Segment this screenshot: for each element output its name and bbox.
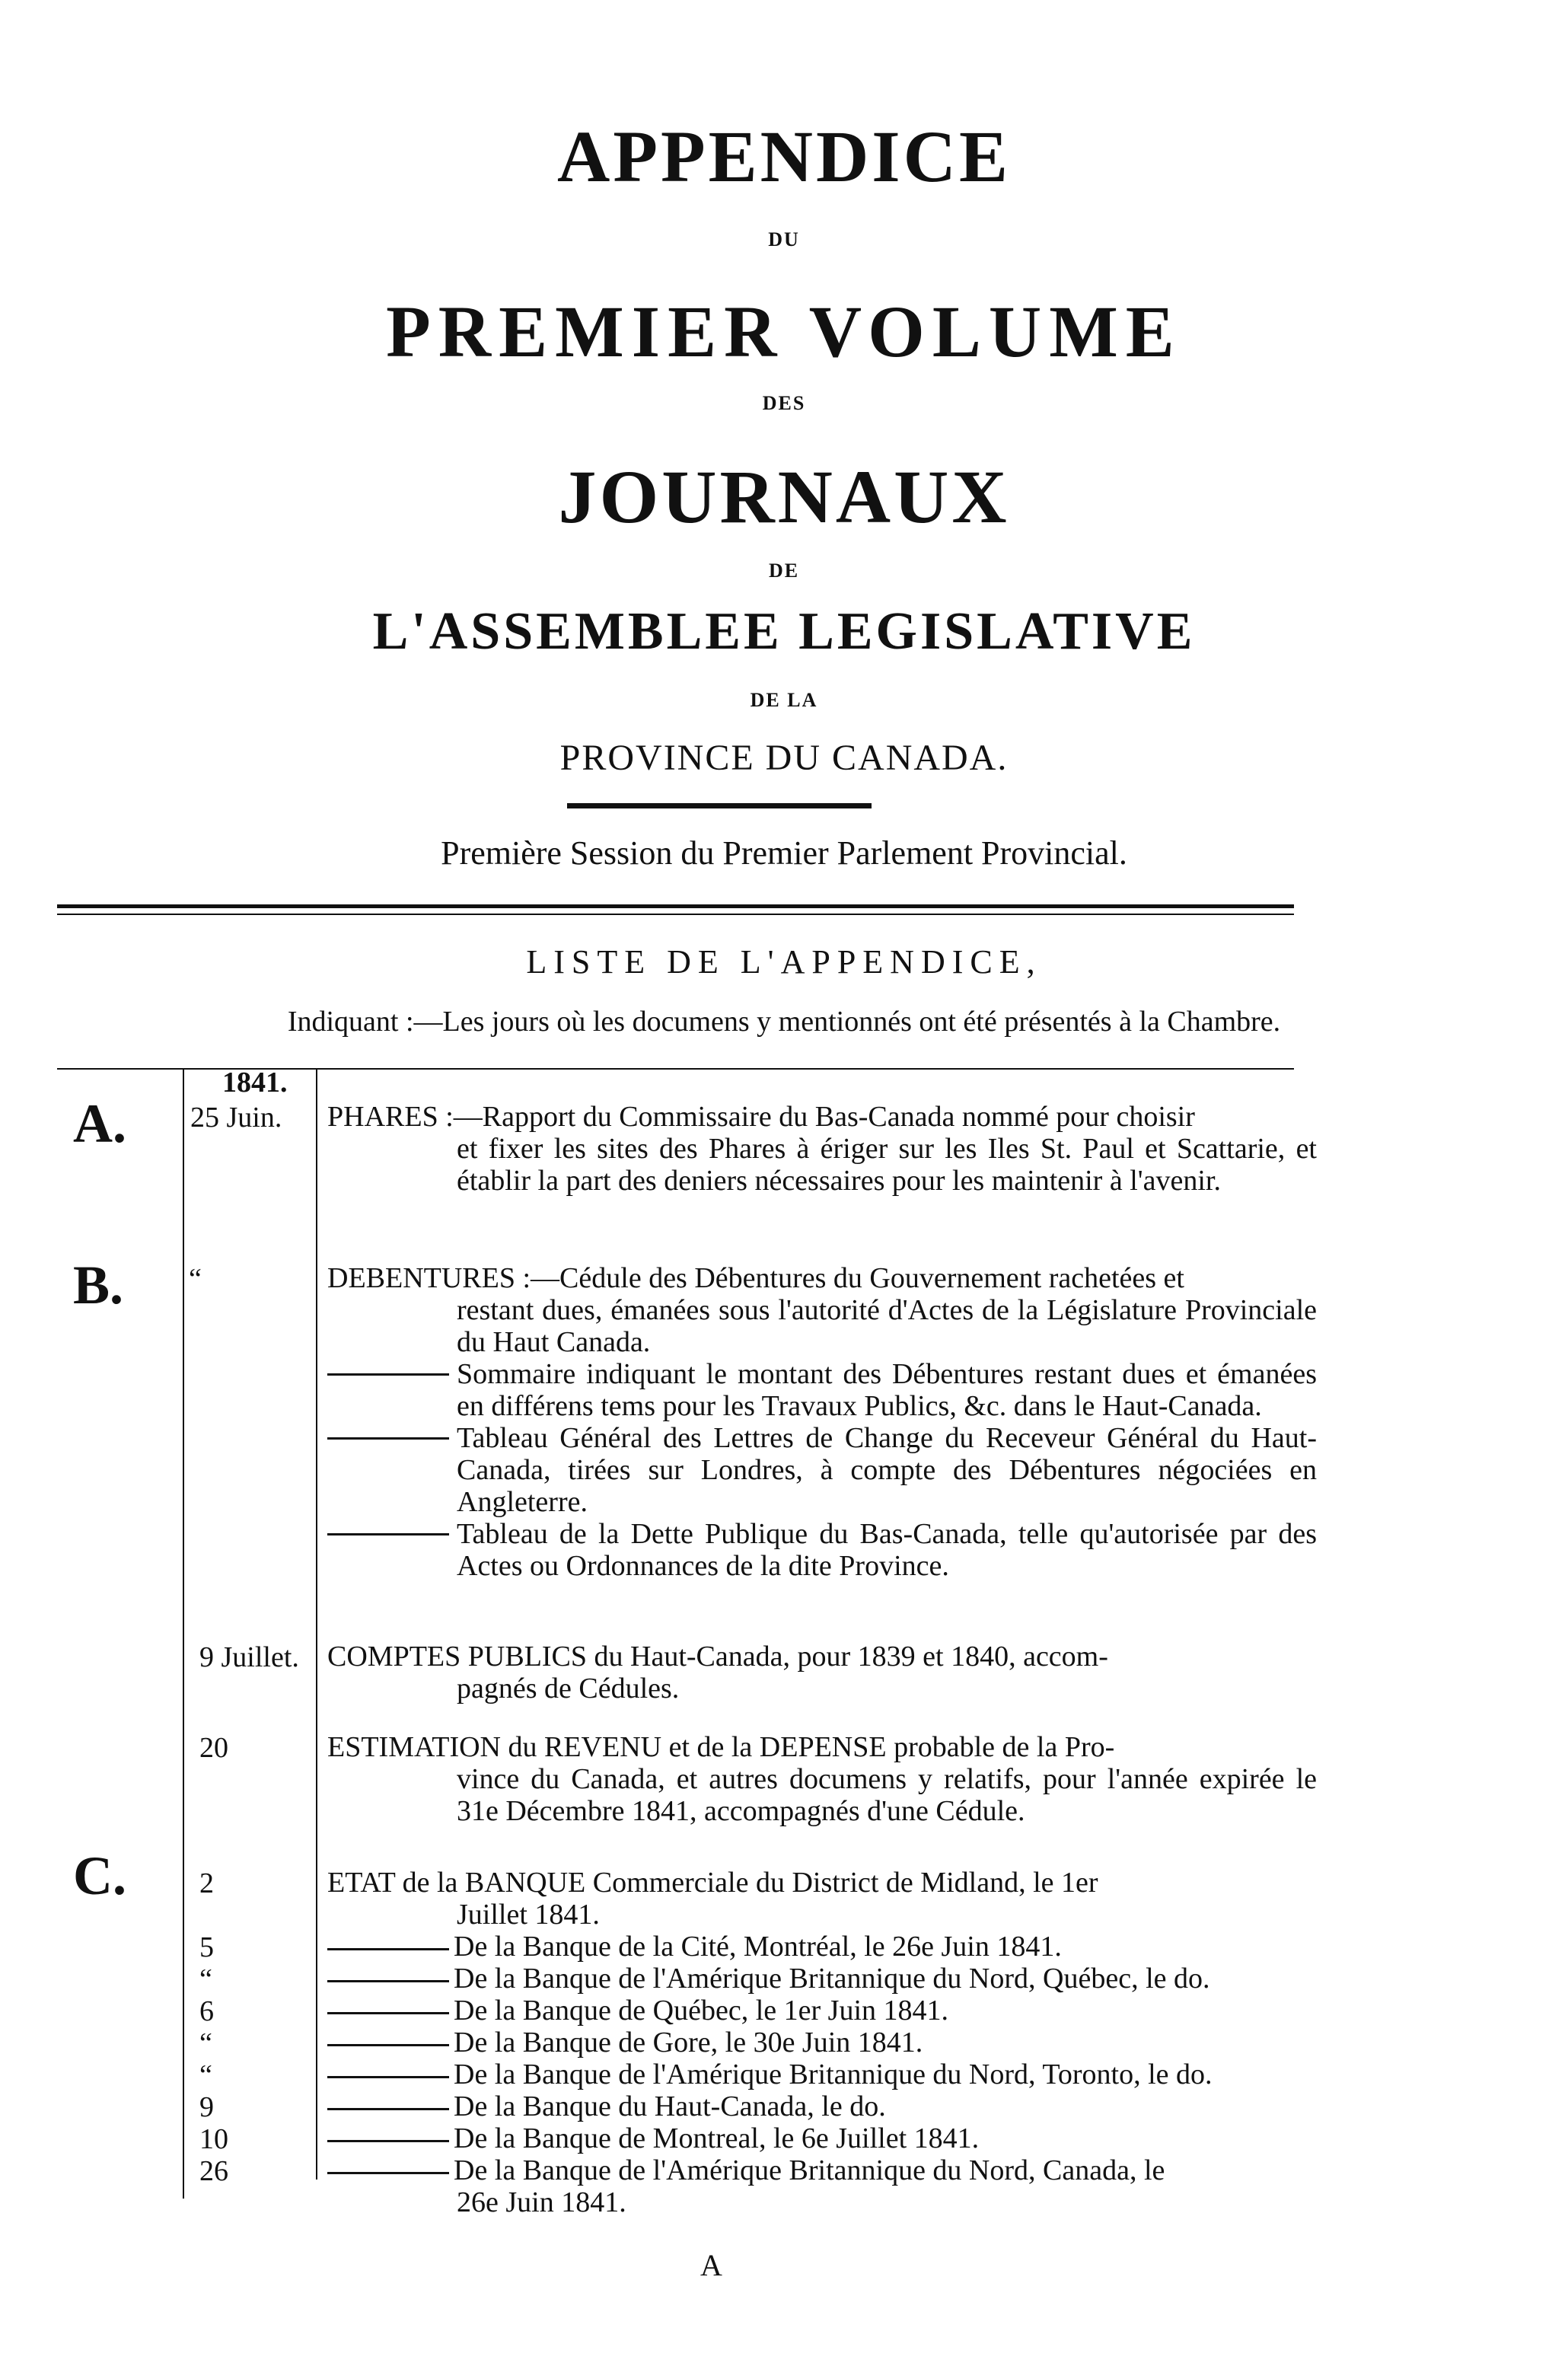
bank-row bbox=[327, 2122, 979, 2154]
title-assemblee: L'ASSEMBLEE LEGISLATIVE bbox=[372, 602, 1196, 661]
bank-row-text: De la Banque de Gore, le 30e Juin 1841. bbox=[454, 2027, 923, 2058]
title-journaux: JOURNAUX bbox=[558, 454, 1010, 539]
title-province: PROVINCE DU CANADA. bbox=[559, 738, 1009, 778]
entry-etat-banque bbox=[327, 1867, 1317, 1931]
bank-row-date: 5 bbox=[199, 1931, 214, 1963]
bank-row-date: 10 bbox=[199, 2123, 228, 2155]
list-heading: LISTE DE L'APPENDICE, bbox=[526, 943, 1042, 981]
bank-row-text: De la Banque de l'Amérique Britannique du Nord, Québec, le do. bbox=[454, 1963, 1210, 1995]
bank-row-date: “ bbox=[199, 2059, 212, 2091]
double-rule-bottom bbox=[57, 914, 1294, 915]
label-de-la: DE LA bbox=[750, 689, 818, 711]
bank-row-text: De la Banque de l'Amérique Britannique du Nord, Toronto, le do. bbox=[454, 2058, 1213, 2090]
entry-lead: COMPTES PUBLICS du Haut-Canada, pour 1839 et 1840, accom- bbox=[327, 1641, 1108, 1673]
entry-date: 2 bbox=[199, 1867, 214, 1899]
ditto-dash bbox=[327, 2044, 449, 2046]
bank-row-text: De la Banque de la Cité, Montréal, le 26e Juin 1841. bbox=[454, 1931, 1062, 1963]
entry-phares bbox=[327, 1101, 1317, 1197]
entry-comptes-publics bbox=[327, 1641, 1317, 1704]
entry-date: 25 Juin. bbox=[190, 1102, 282, 1134]
entry-sub-text: Sommaire indiquant le montant des Débentures restant dues et émanées en différens tems pour les Travaux Publics, &c. dans le Haut-Canada. bbox=[457, 1358, 1317, 1422]
ditto-dash bbox=[327, 2012, 449, 2014]
entry-continuation: et fixer les sites des Phares à ériger sur les Iles St. Paul et Scattarie, et établir la part des deniers nécessaires pour les maintenir à l'avenir. bbox=[457, 1133, 1317, 1197]
ditto-dash bbox=[327, 1437, 449, 1440]
bank-row-text: De la Banque de l'Amérique Britannique du Nord, Canada, le bbox=[454, 2154, 1165, 2186]
entry-continuation: restant dues, émanées sous l'autorité d'Actes de la Législature Provinciale du Haut Canada. bbox=[457, 1294, 1317, 1358]
label-du: DU bbox=[768, 228, 800, 250]
ditto-dash bbox=[327, 1373, 449, 1376]
ditto-dash bbox=[327, 1533, 449, 1535]
entry-debentures bbox=[327, 1262, 1317, 1582]
bank-row-text: De la Banque de Québec, le 1er Juin 1841. bbox=[454, 1995, 949, 2027]
bank-row-date: 6 bbox=[199, 1995, 214, 2027]
entry-estimation bbox=[327, 1731, 1317, 1827]
signature-mark: A bbox=[700, 2248, 722, 2282]
bank-row-date: 9 bbox=[199, 2091, 214, 2123]
bank-row-date: “ bbox=[199, 1963, 212, 1995]
bank-row-date: 26 bbox=[199, 2155, 228, 2187]
title-premier-volume: PREMIER VOLUME bbox=[386, 291, 1182, 372]
ditto-dash bbox=[327, 1948, 449, 1950]
entry-sub-item bbox=[327, 1518, 1317, 1582]
entry-sub-item bbox=[327, 1358, 1317, 1422]
entry-sub-text: Tableau de la Dette Publique du Bas-Canada, telle qu'autorisée par des Actes ou Ordonnances de la dite Province. bbox=[457, 1518, 1317, 1582]
entry-sub-text: Tableau Général des Lettres de Change du Receveur Général du Haut-Canada, tirées sur Londres, à compte des Débentures négociées en Angleterre. bbox=[457, 1422, 1317, 1518]
column-rule-left bbox=[183, 1068, 184, 2199]
ditto-dash bbox=[327, 2172, 449, 2174]
entry-continuation: Juillet 1841. bbox=[457, 1899, 600, 1931]
list-subheading: Indiquant :—Les jours où les documens y mentionnés ont été présentés à la Chambre. bbox=[287, 1006, 1281, 1038]
entry-sub-item bbox=[327, 1422, 1317, 1518]
section-letter-a: A. bbox=[73, 1093, 126, 1154]
label-de: DE bbox=[768, 560, 800, 582]
entry-date: “ bbox=[189, 1263, 202, 1295]
ditto-dash bbox=[327, 2108, 449, 2110]
entry-date: 20 bbox=[199, 1732, 228, 1764]
bank-row-continuation: 26e Juin 1841. bbox=[457, 2186, 626, 2218]
section-letter-b: B. bbox=[73, 1255, 124, 1315]
entry-continuation: vince du Canada, et autres documens y relatifs, pour l'année expirée le 31e Décembre 1841, accompagnés d'une Cédule. bbox=[457, 1763, 1317, 1827]
ditto-dash bbox=[327, 2076, 449, 2078]
entry-date: 9 Juillet. bbox=[199, 1641, 299, 1673]
entry-lead: DEBENTURES :—Cédule des Débentures du Gouvernement rachetées et bbox=[327, 1262, 1184, 1294]
bank-row bbox=[327, 2090, 886, 2122]
column-rule-right bbox=[316, 1068, 317, 2180]
ditto-dash bbox=[327, 1980, 449, 1982]
bank-row bbox=[327, 1931, 1062, 1963]
bank-row bbox=[327, 2058, 1213, 2090]
entry-lead: ESTIMATION du REVENU et de la DEPENSE probable de la Pro- bbox=[327, 1731, 1115, 1763]
session-line: Première Session du Premier Parlement Provincial. bbox=[441, 834, 1127, 872]
ditto-dash bbox=[327, 2140, 449, 2142]
bank-row bbox=[327, 2154, 1165, 2186]
bank-row bbox=[327, 1995, 948, 2027]
bank-row-text: De la Banque de Montreal, le 6e Juillet 1841. bbox=[454, 2122, 980, 2154]
bank-row bbox=[327, 2027, 923, 2058]
double-rule-top bbox=[57, 904, 1294, 908]
entry-lead: ETAT de la BANQUE Commerciale du District de Midland, le 1er bbox=[327, 1867, 1098, 1899]
label-des: DES bbox=[762, 392, 806, 414]
entry-continuation: pagnés de Cédules. bbox=[457, 1673, 680, 1704]
title-appendice: APPENDICE bbox=[556, 116, 1011, 197]
bank-row-date: “ bbox=[199, 2027, 212, 2059]
bank-row bbox=[327, 1963, 1210, 1995]
year-label: 1841. bbox=[222, 1067, 288, 1099]
title-divider bbox=[567, 803, 872, 808]
section-letter-c: C. bbox=[73, 1845, 126, 1906]
entry-lead: PHARES :—Rapport du Commissaire du Bas-Canada nommé pour choisir bbox=[327, 1101, 1195, 1133]
bank-row-text: De la Banque du Haut-Canada, le do. bbox=[454, 2090, 886, 2122]
